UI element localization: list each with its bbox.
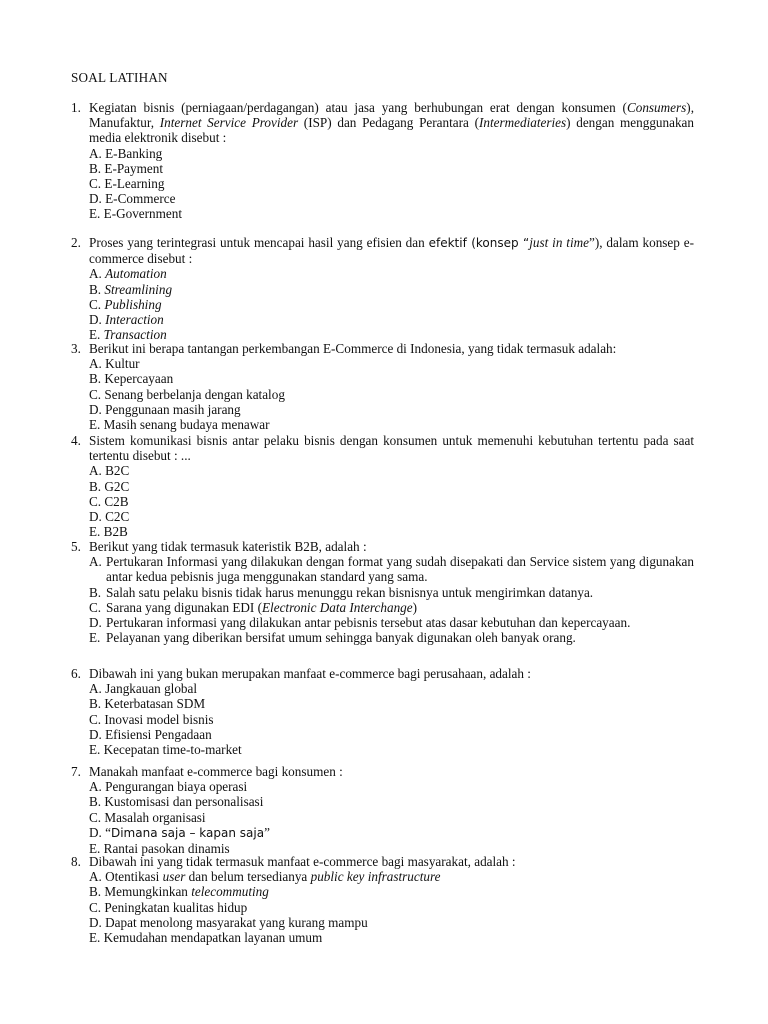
option-d: D. Pertukaran informasi yang dilakukan antar pebisnis tersebut atas dasar kebutuhan dan kepercayaan. — [89, 615, 631, 631]
question-8 — [71, 854, 694, 945]
question-4 — [71, 433, 694, 539]
option-a: A. Kultur — [89, 356, 140, 372]
option-d: D. Efisiensi Pengadaan — [89, 726, 212, 742]
option-d: D. E-Commerce — [89, 191, 176, 207]
question-3 — [71, 341, 694, 432]
question-text: Sistem komunikasi bisnis antar pelaku bisnis dengan konsumen untuk memenuhi kebutuhan tertentu pada saat tertentu disebut : ... — [89, 433, 694, 464]
option-d: D. Interaction — [89, 312, 164, 328]
question-text: Berikut yang tidak termasuk kateristik B2B, adalah : — [89, 539, 367, 554]
option-d: D. C2C — [89, 509, 130, 525]
question-7 — [71, 764, 694, 856]
option-b: B. Salah satu pelaku bisnis tidak harus menunggu rekan bisnisnya untuk mengirimkan datanya. — [89, 584, 594, 600]
option-d: D. “Dimana saja – kapan saja” — [89, 824, 270, 840]
option-c: C. C2B — [89, 493, 129, 509]
question-5 — [71, 539, 694, 645]
question-text: Dibawah ini yang tidak termasuk manfaat e-commerce bagi masyarakat, adalah : — [89, 854, 516, 869]
question-number: 4. — [71, 433, 81, 448]
option-c: C. Inovasi model bisnis — [89, 711, 214, 727]
question-6 — [71, 666, 694, 757]
option-b: B. Memungkinkan telecommuting — [89, 884, 269, 900]
option-e: E. Transaction — [89, 327, 167, 343]
option-b: B. E-Payment — [89, 160, 163, 176]
option-e: E. E-Government — [89, 206, 183, 222]
option-a: A. Jangkauan global — [89, 681, 198, 697]
option-b: B. Kepercayaan — [89, 371, 174, 387]
question-number: 3. — [71, 341, 81, 356]
question-number: 8. — [71, 854, 81, 869]
question-number: 7. — [71, 764, 81, 779]
option-c: C. Masalah organisasi — [89, 809, 206, 825]
question-text: Berikut ini berapa tantangan perkembangan E-Commerce di Indonesia, yang tidak termasuk adalah: — [89, 341, 617, 356]
option-a: A. Otentikasi user dan belum tersedianya public key infrastructure — [89, 869, 441, 885]
option-c: C. Peningkatan kualitas hidup — [89, 899, 248, 915]
question-1 — [71, 100, 694, 222]
option-e: E. B2B — [89, 524, 128, 540]
option-b: B. Keterbatasan SDM — [89, 696, 206, 712]
option-e: E. Pelayanan yang diberikan bersifat umum sehingga banyak digunakan oleh banyak orang. — [89, 630, 576, 646]
option-e: E. Kecepatan time-to-market — [89, 742, 242, 758]
option-e: E. Kemudahan mendapatkan layanan umum — [89, 930, 323, 946]
option-a: A. Automation — [89, 266, 167, 282]
option-a: A. E-Banking — [89, 145, 163, 161]
option-c: C. Senang berbelanja dengan katalog — [89, 386, 285, 402]
question-text: Manakah manfaat e-commerce bagi konsumen : — [89, 764, 343, 779]
option-b: B. G2C — [89, 478, 130, 494]
option-c: C. E-Learning — [89, 176, 165, 192]
option-d: D. Dapat menolong masyarakat yang kurang mampu — [89, 914, 368, 930]
option-a: A. B2C — [89, 463, 130, 479]
question-number: 5. — [71, 539, 81, 554]
question-number: 6. — [71, 666, 81, 681]
option-e: E. Rantai pasokan dinamis — [89, 841, 230, 857]
option-b: B. Streamlining — [89, 281, 173, 297]
option-e: E. Masih senang budaya menawar — [89, 417, 270, 433]
option-a: A. Pertukaran Informasi yang dilakukan dengan format yang sudah disepakati dan Service sistem yang digunakan antar kedua pebisnis juga menggunakan standard yang sama. — [89, 554, 694, 585]
option-c: C. Sarana yang digunakan EDI (Electronic Data Interchange) — [89, 599, 418, 615]
page-title: SOAL LATIHAN — [71, 70, 168, 85]
question-2 — [71, 235, 694, 342]
option-b: B. Kustomisasi dan personalisasi — [89, 794, 264, 810]
question-number: 1. — [71, 100, 81, 115]
option-d: D. Penggunaan masih jarang — [89, 401, 241, 417]
question-number: 2. — [71, 235, 81, 250]
option-a: A. Pengurangan biaya operasi — [89, 779, 248, 795]
question-text: Dibawah ini yang bukan merupakan manfaat e-commerce bagi perusahaan, adalah : — [89, 666, 531, 681]
question-text: Kegiatan bisnis (perniagaan/perdagangan) atau jasa yang berhubungan erat dengan konsumen (Consumers), Manufaktur, Internet Service Provider (ISP) dan Pedagang Perantara (Intermediateries) dengan menggunakan media elektronik disebut : — [89, 100, 694, 146]
question-text: Proses yang terintegrasi untuk mencapai hasil yang efisien dan efektif (konsep “just in time”), dalam konsep e-commerce disebut : — [89, 235, 695, 267]
option-c: C. Publishing — [89, 296, 162, 312]
